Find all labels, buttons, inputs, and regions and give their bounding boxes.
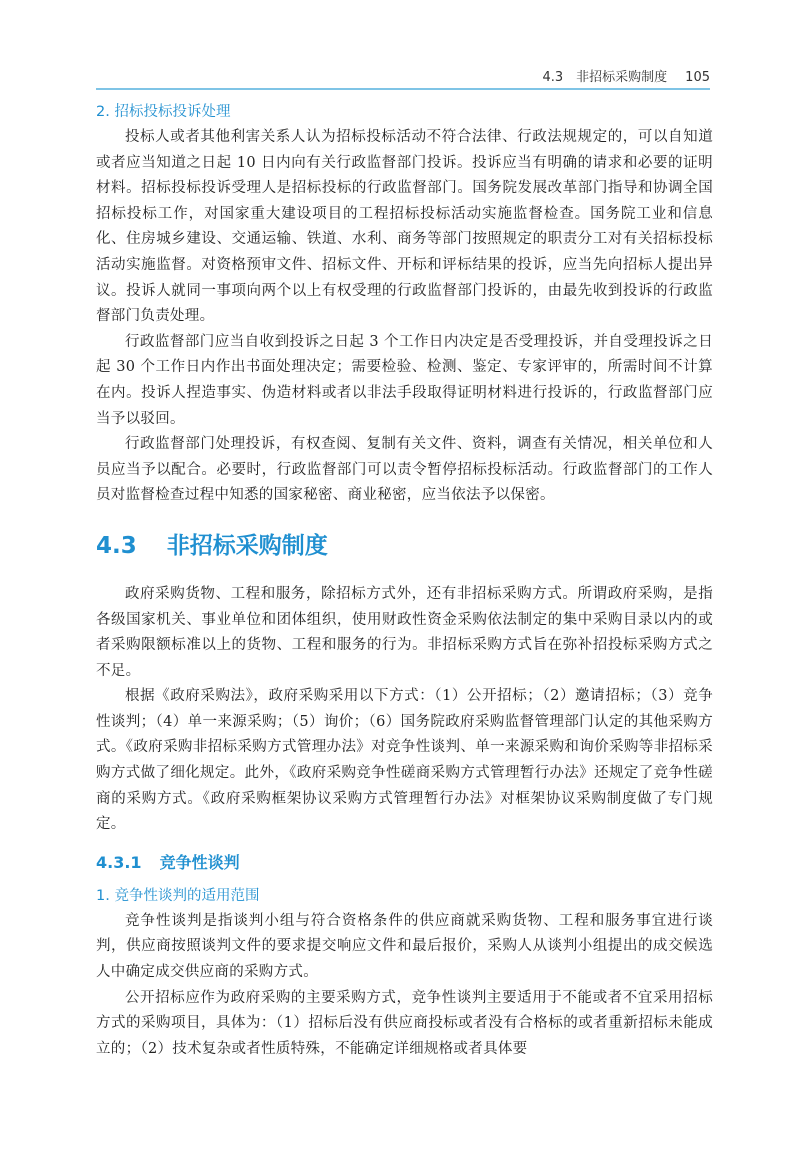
paragraph: 行政监督部门处理投诉，有权查阅、复制有关文件、资料，调查有关情况，相关单位和人员应当予以配合。必要时，行政监督部门可以责令暂停招标投标活动。行政监督部门的工作人员对监督检查过程中知悉的国家秘密、商业秘密，应当依法予以保密。 <box>96 436 713 504</box>
running-header <box>96 66 710 84</box>
subsection-title: 竞争性谈判 <box>159 852 240 872</box>
section-heading <box>96 526 713 566</box>
paragraph: 竞争性谈判是指谈判小组与符合资格条件的供应商就采购货物、工程和服务事宜进行谈判，供应商按照谈判文件的要求提交响应文件和最后报价，采购人从谈判小组提出的成交候选人中确定成交供应商的采购方式。 <box>96 912 713 981</box>
paragraph: 政府采购货物、工程和服务，除招标方式外，还有非招标采购方式。所谓政府采购，是指各级国家机关、事业单位和团体组织，使用财政性资金采购依法制定的集中采购目录以内的或者采购限额标准以上的货物、工程和服务的行为。非招标采购方式旨在弥补招投标采购方式之不足。 <box>96 585 713 679</box>
section-title: 非招标采购制度 <box>166 532 328 559</box>
paragraph: 投标人或者其他利害关系人认为招标投标活动不符合法律、行政法规规定的，可以自知道或者应当知道之日起 10 日内向有关行政监督部门投诉。投诉应当有明确的请求和必要的证明材料。招标投标投诉受理人是招标投标的行政监督部门。国务院发展改革部门指导和协调全国招标投标工作，对国家重大建设项目的工程招标投标活动实施监督检查。国务院工业和信息化、住房城乡建设、交通运输、铁道、水利、商务等部门按照规定的职责分工对有关招标投标活动实施监督。对资格预审文件、招标文件、开标和评标结果的投诉，应当先向招标人提出异议。投诉人就同一事项向两个以上有权受理的行政监督部门投诉的，由最先收到投诉的行政监督部门负责处理。 <box>96 129 713 325</box>
page-number: 105 <box>685 70 710 85</box>
running-header-title: 4.3 非招标采购制度 <box>542 70 668 85</box>
paragraph: 根据《政府采购法》，政府采购采用以下方式：（1）公开招标；（2）邀请招标；（3）竞争性谈判；（4）单一来源采购；（5）询价；（6）国务院政府采购监督管理部门认定的其他采购方式。《政府采购非招标采购方式管理办法》对竞争性谈判、单一来源采购和询价采购等非招标采购方式做了细化规定。此外，《政府采购竞争性磋商采购方式管理暂行办法》还规定了竞争性磋商的采购方式。《政府采购框架协议采购方式管理暂行办法》对框架协议采购制度做了专门规定。 <box>96 688 713 833</box>
subsection-number: 4.3.1 <box>96 852 142 872</box>
subsection-heading <box>96 850 713 876</box>
subheading-applicable-scope: 1. 竞争性谈判的适用范围 <box>96 887 260 904</box>
header-rule <box>96 88 710 90</box>
paragraph: 行政监督部门应当自收到投诉之日起 3 个工作日内决定是否受理投诉，并自受理投诉之日起 30 个工作日内作出书面处理决定；需要检验、检测、鉴定、专家评审的，所需时间不计算在内。投诉人捏造事实、伪造材料或者以非法手段取得证明材料进行投诉的，行政监督部门应当予以驳回。 <box>96 333 713 427</box>
paragraph: 公开招标应作为政府采购的主要采购方式，竞争性谈判主要适用于不能或者不宜采用招标方式的采购项目，具体为：（1）招标后没有供应商投标或者没有合格标的或者重新招标未能成立的；（2）技术复杂或者性质特殊，不能确定详细规格或者具体要 <box>96 989 713 1057</box>
subheading-complaint-handling: 2. 招标投标投诉处理 <box>96 104 231 120</box>
section-number: 4.3 <box>96 532 137 559</box>
page-body <box>96 100 713 1062</box>
